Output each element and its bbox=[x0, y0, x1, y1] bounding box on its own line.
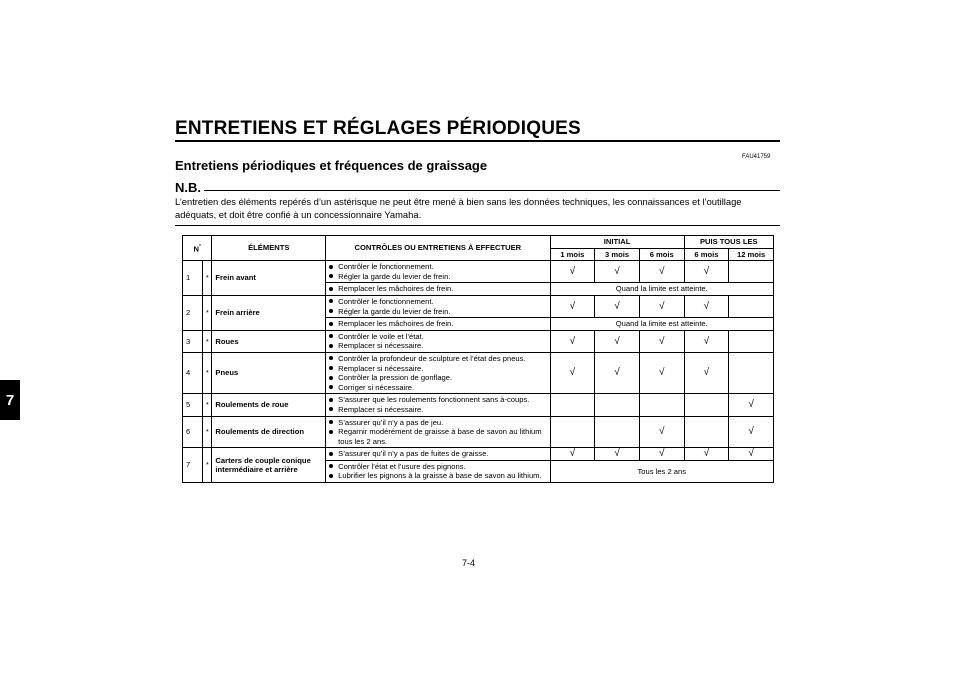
list-item: Remplacer si nécessaire. bbox=[329, 364, 546, 374]
check-mark: √ bbox=[729, 394, 774, 416]
list-item: Remplacer si nécessaire. bbox=[329, 405, 546, 415]
table-row: 2 * Frein arrière Contrôler le fonctionnement. Régler la garde du levier de frein. √ √ √ √ bbox=[183, 295, 774, 317]
table-row: 6 * Roulements de direction S’assurer qu’il n’y a pas de jeu. Regarnir modérément de graisse à base de savon au lithium tous les 2 ans. √ √ bbox=[183, 416, 774, 448]
list-item: Remplacer les mâchoires de frein. bbox=[329, 319, 546, 329]
header-period: 1 mois bbox=[550, 248, 595, 261]
element-name: Roulements de roue bbox=[212, 394, 326, 416]
interval-note: Tous les 2 ans bbox=[550, 460, 773, 482]
header-element: ÉLÉMENTS bbox=[212, 236, 326, 261]
table-row: 4 * Pneus Contrôler la profondeur de sculpture et l’état des pneus. Remplacer si nécessaire. Contrôler la pression de gonflage. Corriger si nécessaire. √ √ √ √ bbox=[183, 352, 774, 393]
check-mark: √ bbox=[595, 261, 640, 283]
check-mark: √ bbox=[639, 352, 684, 393]
element-name: Frein avant bbox=[212, 261, 326, 296]
check-mark: √ bbox=[729, 416, 774, 448]
table-row: 7 * Carters de couple conique intermédiaire et arrière S’assurer qu’il n’y a pas de fuites de graisse. √ √ √ √ √ bbox=[183, 448, 774, 461]
header-task: CONTRÔLES OU ENTRETIENS À EFFECTUER bbox=[326, 236, 550, 261]
check-mark: √ bbox=[639, 295, 684, 317]
check-mark: √ bbox=[729, 448, 774, 461]
check-mark: √ bbox=[639, 448, 684, 461]
check-mark: √ bbox=[684, 352, 729, 393]
table-row: 5 * Roulements de roue S’assurer que les roulements fonctionnent sans à-coups. Remplacer si nécessaire. √ bbox=[183, 394, 774, 416]
check-mark: √ bbox=[684, 448, 729, 461]
element-name: Frein arrière bbox=[212, 295, 326, 330]
header-initial: INITIAL bbox=[550, 236, 684, 249]
table-row: 3 * Roues Contrôler le voile et l’état. Remplacer si nécessaire. √ √ √ √ bbox=[183, 330, 774, 352]
section-code: FAU41759 bbox=[742, 154, 771, 160]
header-period: 6 mois bbox=[684, 248, 729, 261]
list-item: Regarnir modérément de graisse à base de savon au lithium tous les 2 ans. bbox=[329, 427, 546, 446]
element-name: Carters de couple conique intermédiaire et arrière bbox=[212, 448, 326, 483]
check-mark: √ bbox=[684, 295, 729, 317]
check-mark: √ bbox=[684, 261, 729, 283]
list-item: S’assurer qu’il n’y a pas de jeu. bbox=[329, 418, 546, 428]
check-mark: √ bbox=[639, 330, 684, 352]
header-period: 3 mois bbox=[595, 248, 640, 261]
check-mark: √ bbox=[550, 330, 595, 352]
note-bottom-divider bbox=[175, 225, 780, 226]
header-period: 6 mois bbox=[639, 248, 684, 261]
list-item: Régler la garde du levier de frein. bbox=[329, 272, 546, 282]
check-mark: √ bbox=[684, 330, 729, 352]
element-name: Pneus bbox=[212, 352, 326, 393]
check-mark: √ bbox=[639, 416, 684, 448]
note-label: N.B. bbox=[175, 180, 201, 195]
list-item: Contrôler le fonctionnement. bbox=[329, 262, 546, 272]
page-title: ENTRETIENS ET RÉGLAGES PÉRIODIQUES bbox=[175, 118, 581, 139]
check-mark: √ bbox=[550, 261, 595, 283]
header-period: 12 mois bbox=[729, 248, 774, 261]
check-mark: √ bbox=[595, 295, 640, 317]
check-mark: √ bbox=[550, 448, 595, 461]
check-mark: √ bbox=[550, 352, 595, 393]
table-header-row bbox=[183, 236, 774, 249]
list-item: Contrôler l’état et l’usure des pignons. bbox=[329, 462, 546, 472]
header-every: PUIS TOUS LES bbox=[684, 236, 773, 249]
list-item: Corriger si nécessaire. bbox=[329, 383, 546, 393]
note-divider bbox=[204, 190, 780, 191]
list-item: Remplacer si nécessaire. bbox=[329, 341, 546, 351]
interval-note: Quand la limite est atteinte. bbox=[550, 283, 773, 296]
list-item: Remplacer les mâchoires de frein. bbox=[329, 284, 546, 294]
list-item: Lubrifier les pignons à la graisse à base de savon au lithium. bbox=[329, 471, 546, 481]
check-mark: √ bbox=[595, 352, 640, 393]
maintenance-table bbox=[182, 235, 774, 483]
note-text: L’entretien des éléments repérés d’un astérisque ne peut être mené à bien sans les données techniques, les connaissances et l’outillage adéquats, et doit être confié à un concessionnaire Yamaha. bbox=[175, 196, 742, 220]
interval-note: Quand la limite est atteinte. bbox=[550, 318, 773, 331]
element-name: Roues bbox=[212, 330, 326, 352]
page-number: 7-4 bbox=[462, 558, 476, 568]
list-item: Contrôler la pression de gonflage. bbox=[329, 373, 546, 383]
list-item: Contrôler la profondeur de sculpture et l’état des pneus. bbox=[329, 354, 546, 364]
title-divider bbox=[175, 140, 780, 142]
header-num: N° bbox=[183, 236, 212, 261]
list-item: S’assurer que les roulements fonctionnent sans à-coups. bbox=[329, 395, 546, 405]
check-mark: √ bbox=[595, 448, 640, 461]
list-item: Contrôler le voile et l’état. bbox=[329, 332, 546, 342]
table-row: 1 * Frein avant Contrôler le fonctionnement. Régler la garde du levier de frein. √ √ √ √ bbox=[183, 261, 774, 283]
chapter-tab: 7 bbox=[0, 380, 20, 420]
check-mark: √ bbox=[550, 295, 595, 317]
list-item: Régler la garde du levier de frein. bbox=[329, 307, 546, 317]
check-mark: √ bbox=[595, 330, 640, 352]
list-item: S’assurer qu’il n’y a pas de fuites de graisse. bbox=[329, 449, 546, 459]
check-mark: √ bbox=[639, 261, 684, 283]
element-name: Roulements de direction bbox=[212, 416, 326, 448]
list-item: Contrôler le fonctionnement. bbox=[329, 297, 546, 307]
section-title: Entretiens périodiques et fréquences de graissage bbox=[175, 158, 488, 173]
